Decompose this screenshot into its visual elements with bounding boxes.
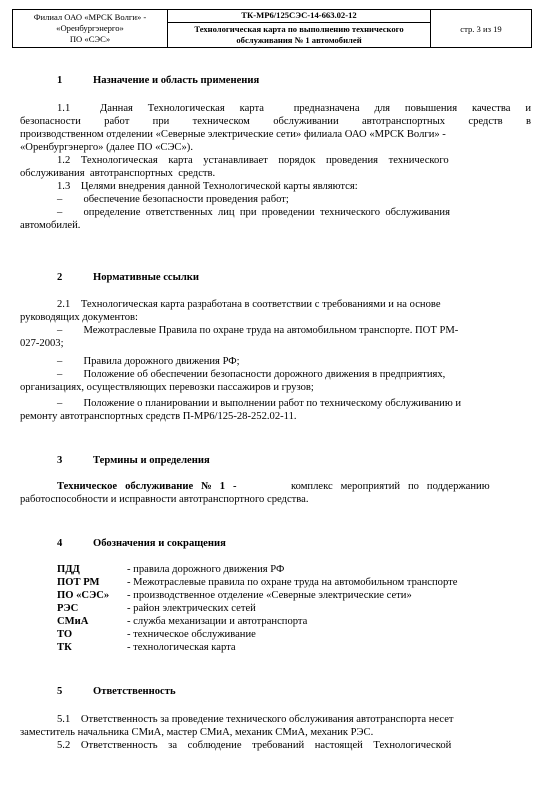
paragraph-1-2-line: 1.2 Технологическая карта устанавливает порядок проведения технического [57, 155, 449, 166]
section-4-title: Обозначения и сокращения [93, 538, 226, 549]
bullet-item-cont: организациях, осуществляющих перевозки пассажиров и грузов; [20, 382, 314, 393]
bullet-item-cont: ремонту автотранспортных средств П-МР6/125-28-252.02-11. [20, 411, 297, 422]
section-5-number: 5 [57, 686, 63, 697]
abbreviation-term: СМиА [57, 616, 89, 627]
title-line: Технологическая карта по выполнению технического [194, 24, 404, 34]
paragraph-1-1-line: безопасности работ при техническом обслуживании автотранспортных средств в [20, 116, 531, 127]
section-4-number: 4 [57, 538, 63, 549]
paragraph-5-1-line: заместитель начальника СМиА, мастер СМиА, механик СМиА, механик РЭС. [20, 727, 374, 738]
section-2-title: Нормативные ссылки [93, 272, 200, 283]
org-line: Филиал ОАО «МРСК Волги» - [33, 12, 147, 22]
section-5-title: Ответственность [93, 686, 176, 697]
bullet-item-cont: автомобилей. [20, 220, 81, 231]
header-document [168, 10, 431, 47]
section-3-title: Термины и определения [93, 455, 210, 466]
bullet-item: – Правила дорожного движения РФ; [57, 356, 240, 367]
paragraph-1-2-line: обслуживания автотранспортных средств. [20, 168, 216, 179]
bullet-item-cont: 027-2003; [20, 338, 64, 349]
abbreviation-term: ТО [57, 629, 73, 640]
section-1-title: Назначение и область применения [93, 75, 260, 86]
paragraph-1-1-line: 1.1 Данная Технологическая карта предназначена для повышения качества и [57, 103, 531, 114]
header-organization [13, 10, 168, 47]
abbreviation-term: ТК [57, 642, 72, 653]
abbreviation-term: ПДД [57, 564, 80, 575]
abbreviation-term: РЭС [57, 603, 79, 614]
org-line: ПО «СЭС» [69, 34, 111, 44]
section-3-number: 3 [57, 455, 63, 466]
bullet-item: – обеспечение безопасности проведения работ; [57, 194, 289, 205]
term-definition: комплекс мероприятий по поддержанию [291, 481, 490, 492]
bullet-item: – определение ответственных лиц при проведении технического обслуживания [57, 207, 450, 218]
bullet-item: – Положение о планировании и выполнении работ по техническому обслуживанию и [57, 398, 462, 409]
abbreviation-description: - район электрических сетей [127, 603, 256, 614]
page-number: стр. 3 из 19 [460, 23, 502, 34]
paragraph-2-1-line: 2.1 Технологическая карта разработана в соответствии с требованиями и на основе [57, 299, 441, 310]
page-header-table [12, 9, 532, 48]
term-definition-cont: работоспособности и исправности автотранспортного средства. [20, 494, 309, 505]
paragraph-5-2-line: 5.2 Ответственность за соблюдение требований настоящей Технологической [57, 740, 452, 751]
bullet-item: – Положение об обеспечении безопасности дорожного движения в предприятиях, [57, 369, 446, 380]
document-title [168, 23, 430, 45]
abbreviation-description: - технологическая карта [127, 642, 236, 653]
abbreviation-description: - техническое обслуживание [127, 629, 256, 640]
paragraph-1-1-line: «Оренбургэнерго» (далее ПО «СЭС»). [20, 142, 193, 153]
section-2-number: 2 [57, 272, 63, 283]
section-1-number: 1 [57, 75, 63, 86]
abbreviation-description: - производственное отделение «Северные электрические сети» [127, 590, 412, 601]
term-name: Техническое обслуживание № 1 - [57, 481, 237, 492]
org-line: «Оренбургэнерго» [56, 23, 124, 33]
title-line: обслуживания № 1 автомобилей [236, 34, 362, 45]
abbreviation-description: - правила дорожного движения РФ [127, 564, 285, 575]
paragraph-5-1-line: 5.1 Ответственность за проведение технического обслуживания автотранспорта несет [57, 714, 454, 725]
abbreviation-description: - служба механизации и автотранспорта [127, 616, 308, 627]
document-code: ТК-МР6/125СЭС-14-663.02-12 [168, 10, 430, 23]
abbreviation-term: ПОТ РМ [57, 577, 100, 588]
paragraph-2-1-line: руководящих документов: [20, 312, 138, 323]
paragraph-1-1-line: производственном отделении «Северные электрические сети» филиала ОАО «МРСК Волги» - [20, 129, 446, 140]
bullet-item: – Межотраслевые Правила по охране труда на автомобильном транспорте. ПОТ РМ- [57, 325, 459, 336]
abbreviation-description: - Межотраслевые правила по охране труда на автомобильном транспорте [127, 577, 458, 588]
paragraph-1-3: 1.3 Целями внедрения данной Технологической карты являются: [57, 181, 358, 192]
abbreviation-term: ПО «СЭС» [57, 590, 110, 601]
